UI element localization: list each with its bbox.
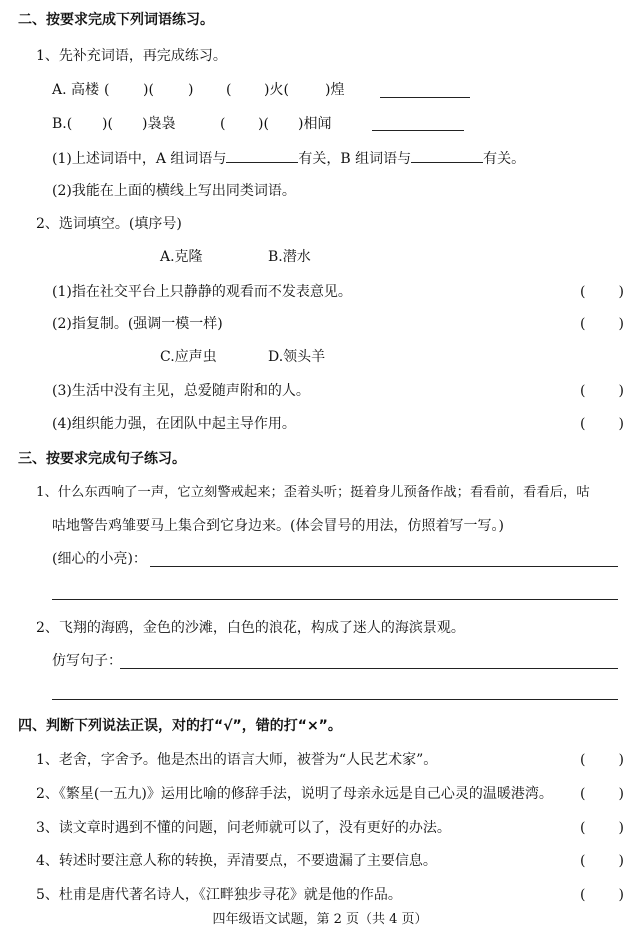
paren-close: ) — [618, 416, 624, 432]
question-2-2-stem: 2、选词填空。(填序号) — [36, 216, 182, 232]
page-footer: 四年级语文试题，第 2 页（共 4 页） — [212, 912, 428, 927]
answer-line[interactable] — [150, 566, 618, 567]
sub-question-1-text-a: (1)上述词语中，A 组词语与 — [52, 151, 227, 167]
option-c: C.应声虫 — [160, 349, 217, 365]
judge-item-3: 3、读文章时遇到不懂的问题，问老师就可以了，没有更好的办法。 — [36, 820, 451, 836]
section-4-title: 四、判断下列说法正误，对的打“√”，错的打“×”。 — [18, 718, 342, 734]
row-b-answer-line[interactable] — [372, 130, 464, 131]
blank-b-group[interactable] — [411, 148, 483, 163]
paren-close: ) — [618, 853, 624, 869]
question-3-2-prompt: 仿写句子： — [52, 653, 122, 669]
paren-close: ) — [618, 786, 624, 802]
paren-open: ( — [580, 786, 586, 802]
judge-item-4: 4、转述时要注意人称的转换，弄清要点，不要遗漏了主要信息。 — [36, 853, 437, 869]
option-d: D.领头羊 — [268, 349, 326, 365]
paren-close: ) — [618, 383, 624, 399]
paren-close: ) — [618, 752, 624, 768]
paren-open: ( — [580, 820, 586, 836]
section-2-title: 二、按要求完成下列词语练习。 — [18, 12, 214, 28]
option-a: A.克隆 — [160, 249, 203, 265]
answer-paren[interactable] — [580, 314, 624, 334]
answer-paren[interactable] — [580, 784, 624, 804]
question-3-1-line-2: 咕地警告鸡雏要马上集合到它身边来。(体会冒号的用法，仿照着写一写。) — [52, 518, 504, 534]
row-a-paren: )火( — [264, 82, 289, 98]
row-b-paren: )相闻 — [298, 116, 332, 132]
paren-close: ) — [618, 284, 624, 300]
row-a-answer-line[interactable] — [380, 97, 470, 98]
paren-close: ) — [618, 820, 624, 836]
answer-paren[interactable] — [580, 414, 624, 434]
paren-open: ( — [580, 887, 586, 903]
fill-item-3: (3)生活中没有主见，总爱随声附和的人。 — [52, 383, 310, 399]
section-3-title: 三、按要求完成句子练习。 — [18, 451, 186, 467]
paren-open: ( — [580, 416, 586, 432]
paren-open: ( — [580, 284, 586, 300]
row-a-paren: ( — [104, 82, 110, 98]
answer-line[interactable] — [120, 668, 618, 669]
answer-paren[interactable] — [580, 750, 624, 770]
paren-open: ( — [580, 853, 586, 869]
question-3-2-line-1: 2、飞翔的海鸥，金色的沙滩，白色的浪花，构成了迷人的海滨景观。 — [36, 620, 465, 636]
row-b-paren: )( — [258, 116, 269, 132]
option-b: B.潜水 — [268, 249, 311, 265]
answer-paren[interactable] — [580, 381, 624, 401]
paren-open: ( — [580, 383, 586, 399]
answer-paren[interactable] — [580, 851, 624, 871]
answer-paren[interactable] — [580, 885, 624, 905]
question-3-1-line-1: 1、什么东西响了一声，它立刻警戒起来；歪着头听；挺着身儿预备作战；看看前，看看后，咕 — [36, 485, 590, 500]
row-a-paren: )煌 — [325, 82, 345, 98]
sub-question-1-text-c: 有关。 — [483, 151, 526, 167]
row-b-paren: ( — [220, 116, 226, 132]
row-a-paren: ) — [188, 82, 194, 98]
judge-item-2: 2、《繁星(一五九)》运用比喻的修辞手法，说明了母亲永远是自己心灵的温暖港湾。 — [36, 786, 553, 802]
paren-open: ( — [580, 752, 586, 768]
row-a-paren: )( — [143, 82, 154, 98]
fill-item-1: (1)指在社交平台上只静静的观看而不发表意见。 — [52, 284, 352, 300]
answer-paren[interactable] — [580, 818, 624, 838]
judge-item-5: 5、杜甫是唐代著名诗人，《江畔独步寻花》就是他的作品。 — [36, 887, 402, 903]
row-a-paren: ( — [226, 82, 232, 98]
fill-item-4: (4)组织能力强，在团队中起主导作用。 — [52, 416, 296, 432]
answer-paren[interactable] — [580, 282, 624, 302]
fill-item-2: (2)指复制。(强调一模一样) — [52, 316, 223, 332]
paren-close: ) — [618, 316, 624, 332]
sub-question-1-text-b: 有关，B 组词语与 — [298, 151, 412, 167]
row-b-label: B.( — [52, 116, 73, 132]
judge-item-1: 1、老舍，字舍予。他是杰出的语言大师，被誉为“人民艺术家”。 — [36, 752, 438, 768]
answer-line[interactable] — [52, 599, 618, 600]
question-3-1-prompt: (细心的小亮)： — [52, 551, 147, 567]
sub-question-1 — [52, 148, 525, 169]
blank-a-group[interactable] — [226, 148, 298, 163]
question-2-1-stem: 1、先补充词语，再完成练习。 — [36, 48, 227, 64]
row-a-label: A. 高楼 — [52, 82, 100, 98]
paren-open: ( — [580, 316, 586, 332]
paren-close: ) — [618, 887, 624, 903]
sub-question-2: (2)我能在上面的横线上写出同类词语。 — [52, 183, 296, 199]
row-b-paren: )袅袅 — [142, 116, 176, 132]
row-b-paren: )( — [102, 116, 113, 132]
answer-line[interactable] — [52, 699, 618, 700]
